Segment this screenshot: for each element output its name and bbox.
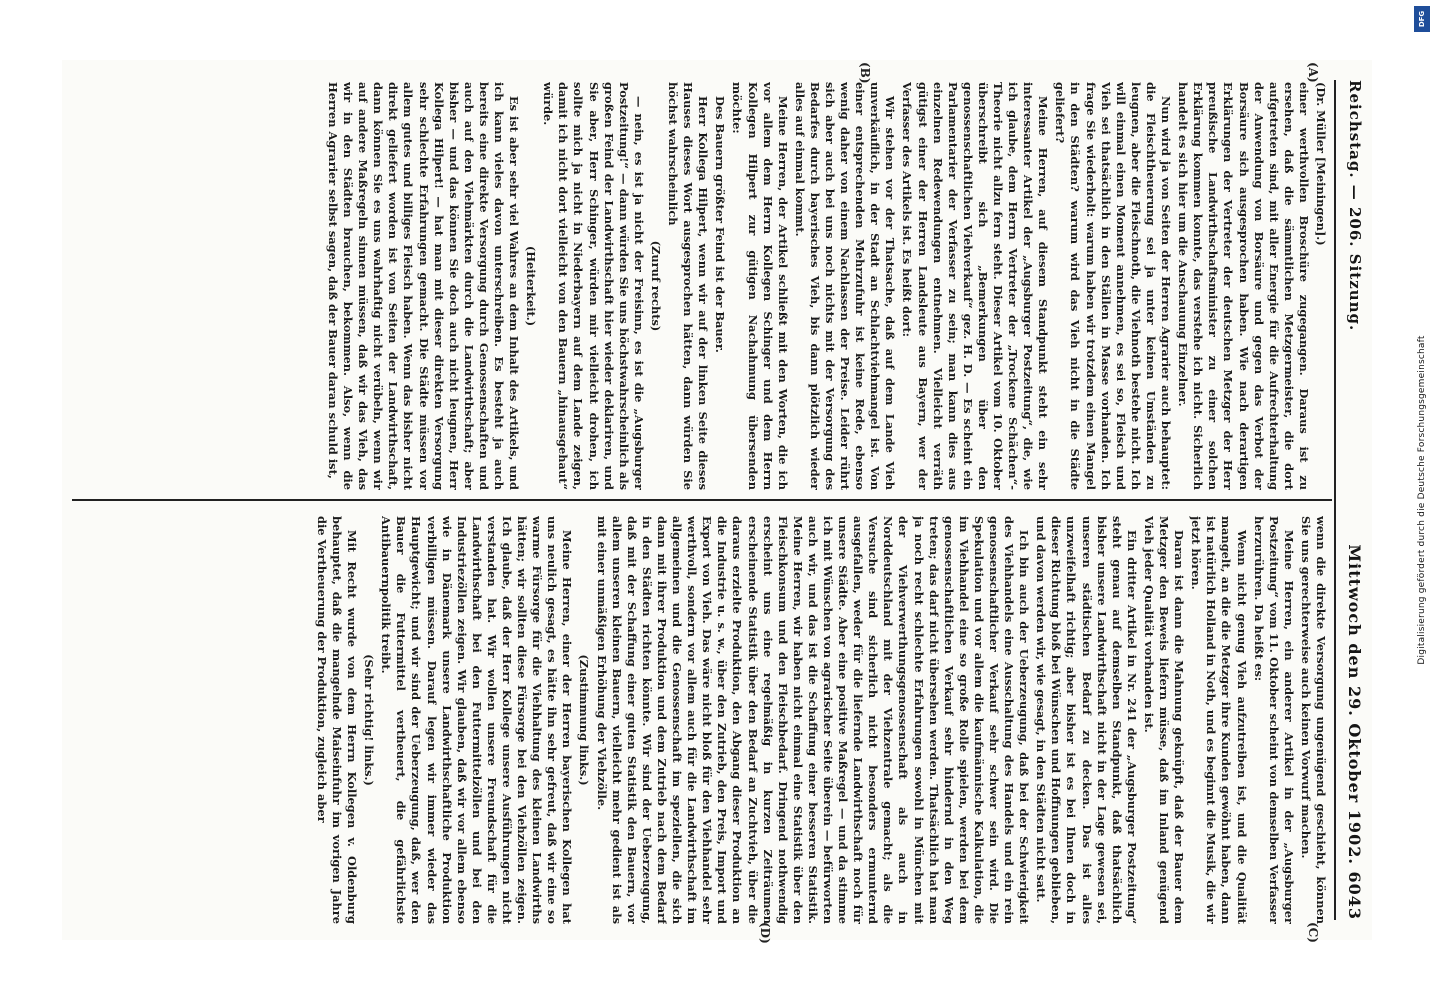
margin-marker-a: (A) (1306, 62, 1320, 83)
paragraph: Daran ist dann die Mahnung geknüpft, daß der Bauer dem Metzger den Beweis liefern müsse, daß im Inland genügend Vieh jeder Qualität vorhanden ist. (1141, 516, 1187, 924)
quote-paragraph: Wenn nicht genug Vieh aufzutreiben ist, und die Qualität mangelt, an die die Metzger ihre Kunden gewöhnt haben, dann ist natürlich Holland in Noth, und es beginnt die Musik, die wir jetzt hören. (1189, 516, 1249, 924)
paragraph: Mit Recht wurde von dem Herrn Kollegen v. Oldenburg behauptet, daß die mangelnde Maiseinfuhr im vorigen Jahre die Vertheuerung der Produktion, zugleich aber (314, 516, 360, 924)
dfg-logo: DFG (1414, 6, 1430, 32)
right-column (78, 516, 1328, 924)
speaker-label: (Dr. Müller [Meiningen].) (1314, 82, 1328, 246)
rotated-page (62, 60, 1372, 944)
quote-paragraph: Wir stehen vor der Thatsache, daß auf dem Lande Vieh unverkäuflich, in der Stadt an Schlachtviehmangel ist. Von einer entsprechenden Mehrzufuhr ist keine Rede, ebenso wenig daher von einem Nachlassen der Preise. Leider rührt sich aber auch bei uns noch nichts mit der Versorgung des Bedarfes durch bayerisches Vieh, bis dann plötzlich wieder alles auf einmal kommt. (792, 82, 898, 490)
margin-marker-b: (B) (858, 62, 872, 84)
left-column (78, 82, 1328, 490)
paragraph: Ein dritter Artikel in Nr. 241 der „Augsburger Postzeitung“ steht genau auf demselben Standpunkt, daß thatsächlich bisher unsere Landwirthschaft nicht in der Lage gewesen sei, unseren städtischen Bedarf zu decken. Das ist alles unzweifelhaft richtig; aber bisher ist es bei Ihnen doch in dieser Richtung bloß bei Wünschen und Hoffnungen geblieben, und davon werden wir, wie gesagt, in den Städten nicht satt. (1034, 516, 1139, 924)
paragraph: Meine Herren, einer der Herren bayerischen Kollegen hat uns neulich gesagt, es hätte ihn sehr gefreut, daß wir eine so warme Fürsorge für die Viehhaltung des kleinen Landwirths hätten; wir sollten diese Fürsorge bei den Viehzöllen zeigen. Ich glaube, daß der Herr Kollege unsere Ausführungen nicht verstanden hat. Wir wollen unsere Freundschaft für die Landwirthschaft bei den Futtermittelzöllen und bei den Industriezöllen zeigen. Wir glauben, daß wir vor allem ebenso wie in Dänemark unsere Landwirthschaftliche Produktion verbilligen müssen. Darauf legen wir immer wieder das Hauptgewicht; und wir sind der Ueberzeugung, daß, wer den Bauer die Futtermittel vertheuert, die gefährlichste Antibauernpolitik treibt. (379, 516, 575, 924)
margin-marker-c: (C) (1306, 922, 1320, 943)
paragraph: wenn die direkte Versorgung ungenügend geschieht, können Sie uns gerechterweise auch keinen Vorwurf machen. (1298, 516, 1328, 924)
interjection: (Zuruf rechts) (648, 240, 663, 332)
header-left: Reichstag. — 206. Sitzung. (1346, 80, 1364, 332)
paragraph: Ich bin auch der Ueberzeugung, daß bei der Schwierigkeit des Viehhandels eine Ausschaltung des Handels und ein rein genossenschaftlicher Verkauf sehr schwer sein wird. Die Spekulation und vor allem die kaufmännische Kalkulation, die im Viehhandel eine so große Rolle spielen, werden bei dem genossenschaftlichen Verkauf sehr hindernd in den Weg treten; das darf nicht übersehen werden. Thatsächlich hat man ja noch recht schlechte Erfahrungen sowohl in München mit der Viehverwerthungsgenossenschaft als auch in Norddeutschland mit der Viehzentrale gemacht; als die Versuche sind sicherlich nicht besonders ermunternd ausgefallen, weder für die liefernde Landwirthschaft noch für unsere Städte. Aber eine positive Maßregel — und da stimme ich mit Wünschen von agrarischer Seite überein — befürworten auch wir, und das ist die Schaffung einer besseren Statistik. Meine Herren, wir haben nicht einmal eine Statistik über den Fleischkonsum und den Fleischbedarf. Dringend nothwendig erscheint uns eine regelmäßig in kurzen Zeiträumen erscheinende Statistik über den Bedarf an Zuchtvieh, über die daraus erzielte Produktion, den Abgang dieser Produktion an die Industrie u. s. w., über den Zutrieb, den Preis, Import und Export von Vieh. Das wäre nicht bloß für den Viehhandel sehr werthvoll, sondern vor allem auch für die Landwirthschaft im allgemeinen und die Genossenschaft im speziellen, die sich dann mit ihrer Produktion und dem Zutrieb nach dem Bedarf in den Städten richten könnte. Wir sind der Ueberzeugung, daß mit der Schaffung einer guten Statistik den Bauern, vor allem unseren kleinen Bauern, vielleicht mehr gedient ist als mit einer unmäßigen Erhöhung der Viehzölle. (594, 516, 1032, 924)
paragraph: Meine Herren, ein anderer Artikel in der „Augsburger Postzeitung“ vom 11. Oktober scheint von demselben Verfasser herzurühren. Da heißt es: (1251, 516, 1296, 924)
interjection: (Zustimmung links.) (577, 654, 592, 786)
margin-marker-d: (D) (758, 922, 772, 944)
paragraph: Es ist aber sehr viel Wahres an dem Inhalt des Artikels, und ich kann vieles davon unterschreiben. Es besteht ja auch bereits eine direkte Versorgung durch Genossenschaften und auch auf den Viehmärkten durch die Landwirthschaft; aber bisher — und das können Sie doch auch nicht leugnen, Herr Kollega Hilpert! — hat man mit dieser direkten Versorgung sehr schlechte Erfahrungen gemacht. Die Städte müssen vor allem gutes und billiges Fleisch haben. Wenn das bisher nicht direkt geliefert worden ist von Seiten der Landwirthschaft, dann können Sie es uns wahrhaftig nicht verübeln, wenn wir auf andere Maßregeln sinnen müssen, daß wir das Vieh, das wir in den Städten brauchen, bekommen. Also, wenn die Herren Agrarier selbst sagen, daß der Bauer daran schuld ist, (326, 82, 522, 490)
quote-paragraph: Des Bauern größter Feind ist der Bauer. (713, 96, 728, 353)
paragraph: Meine Herren, auf diesem Standpunkt steht ein sehr interessanter Artikel der „Augsburger Postzeitung“, die, wie ich glaube, dem Herrn Vertreter der „Trockene Schächen“-Theorie nicht allzu fern steht. Dieser Artikel vom 10. Oktober überschreibt sich „Bemerkungen über den genossenschaftlichen Viehverkauf“ gez. H. D. — Es scheint ein Parlamentarier der Verfasser zu sein; man kann dies aus einzelnen Redewendungen entnehmen. Vielleicht verräth gütigst einer der Herren Landsleute aus Bayern, wer der Verfasser des Artikels ist. Es heißt dort: (900, 82, 1051, 490)
paragraph: — nein, es ist ja nicht der Freisinn, es ist die „Augsburger Postzeitung!“ — dann würden Sie uns höchstwahrscheinlich als großen Feind der Landwirthschaft hier wieder deklariren, und Sie aber, Herr Schinger, würden mir vielleicht drohen, ich sollte mich ja nicht in Niederbayern auf dem Lande zeigen, damit ich nicht dort vielleicht von den Bauern „hinausgehaut“ würde. (541, 82, 646, 490)
page-header (1334, 80, 1366, 920)
paragraph: Herr Kollega Hilpert, wenn wir auf der linken Seite dieses Hauses dieses Wort ausgesprochen hätten, dann würden Sie höchst wahrscheinlich (666, 82, 711, 490)
digitization-note: Digitalisierung gefördert durch die Deutsche Forschungsgemeinschaft (1417, 335, 1427, 665)
header-right: Mittwoch den 29. Oktober 1902. 6043 (1345, 544, 1364, 920)
interjection: (Heiterkeit.) (524, 245, 539, 327)
column-divider (72, 499, 1332, 501)
paragraph: Meine Herren, der Artikel schließt mit den Worten, die ich vor allem dem Herrn Kollegen Schinger und dem Herrn Kollegen Hilpert zur gütigen Nachahmung übersenden möchte: (730, 82, 790, 490)
paragraph: einer werthvollen Broschüre zugegangen. Daraus ist zu ersehen, daß die sämmtlichen Metzgermeister, die dort aufgetreten sind, mit aller Energie für die Aufrechterhaltung der Anwendung von Borsäure und gegen das Verbot der Borsäure sich ausgesprochen haben. Wie nach derartigen Erklärungen der Vertreter der deutschen Metzger der Herr preußische Landwirthschaftsminister zu einer solchen Erklärung kommen konnte, das verstehe ich nicht. Sicherlich handelt es sich hier um die Anschauung Einzelner. (1176, 82, 1311, 490)
interjection: (Sehr richtig! links.) (362, 654, 377, 786)
paragraph: Nun wird ja von Seiten der Herren Agrarier auch behauptet: die Fleischtheuerung sei ja unter keinen Umständen zu leugnen, aber die Fleischnoth, die Viehnoth bestehe nicht. Ich will einmal einen Moment annehmen, es sei so, Fleisch und Vieh sei thatsächlich in den Ställen in Masse vorhanden. Ich frage Sie wiederholt: warum haben wir trotzdem einen Mangel in den Städten? warum wird das Vieh nicht in die Städte geliefert? (1053, 82, 1174, 490)
